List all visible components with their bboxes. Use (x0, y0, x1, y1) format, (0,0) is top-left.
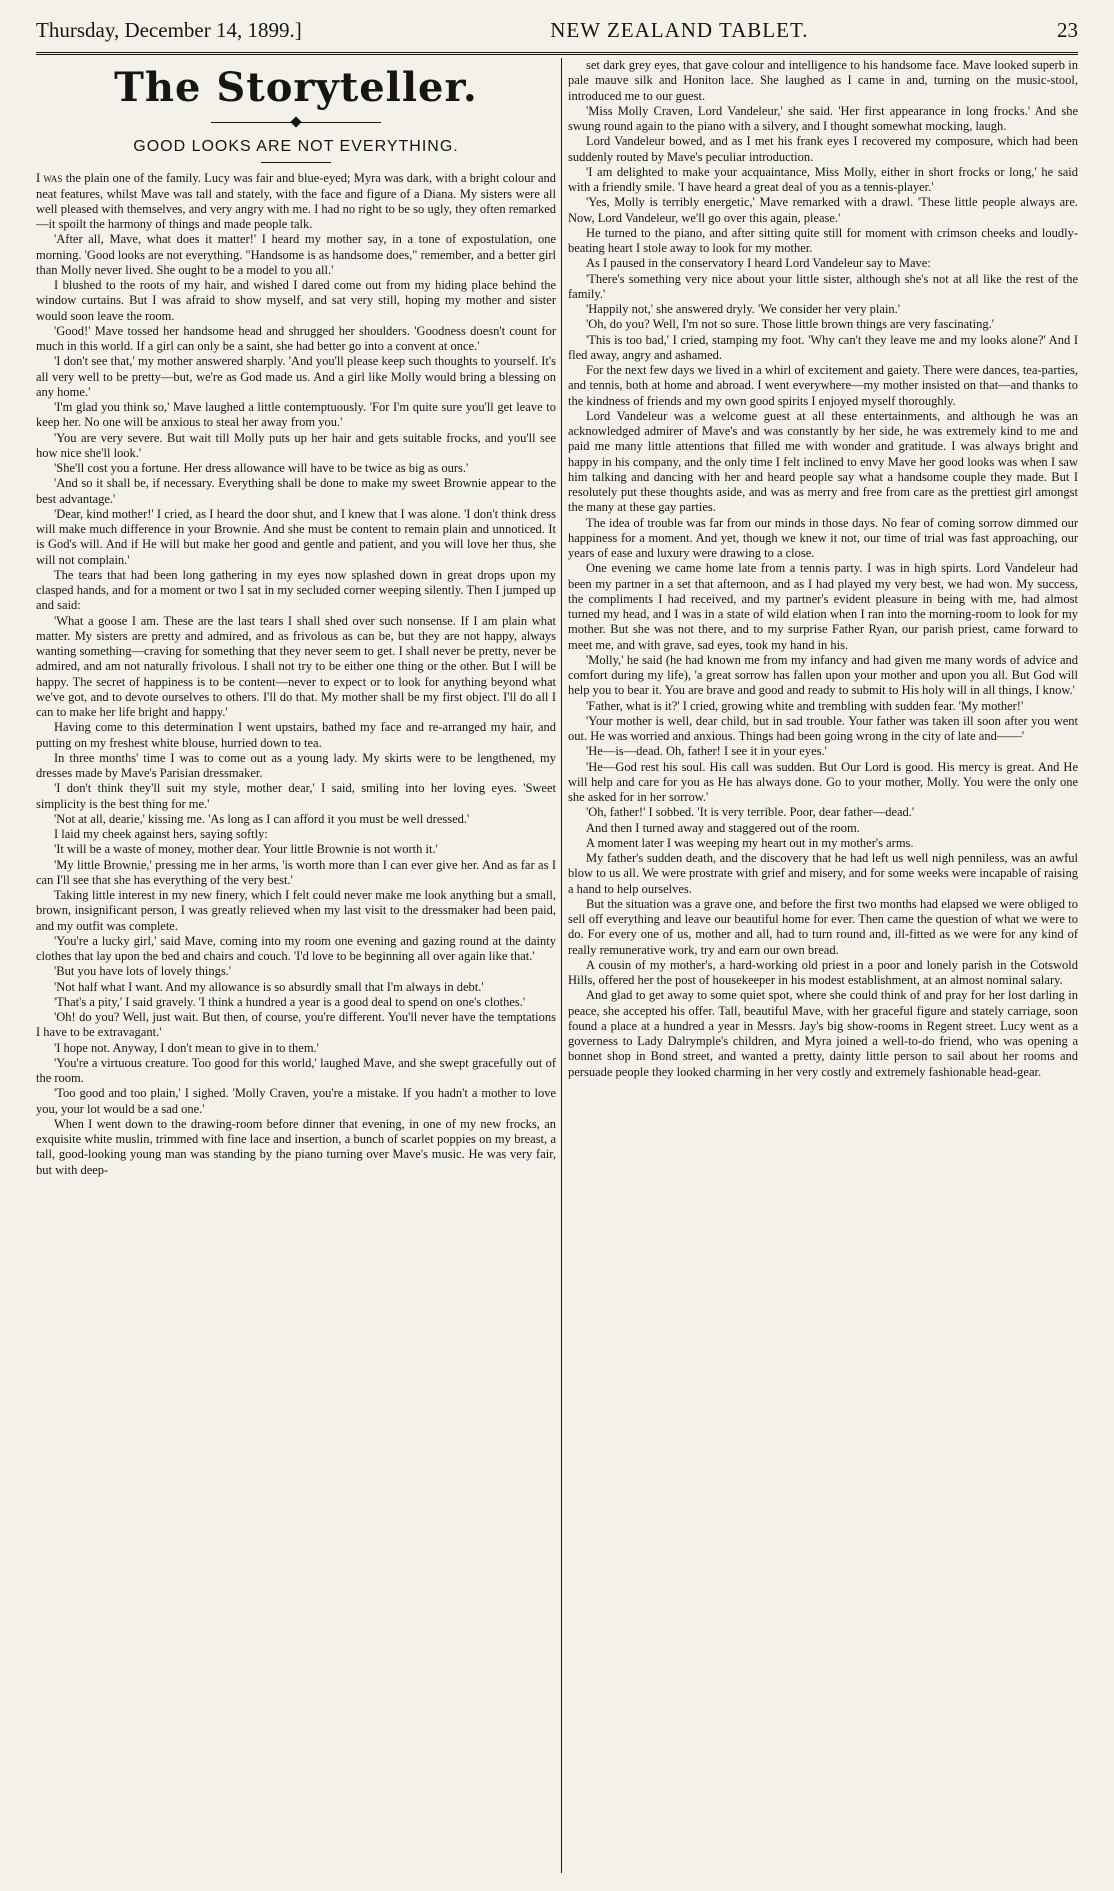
paragraph: 'You're a virtuous creature. Too good for this world,' laughed Mave, and she swept gracefully out of the room. (36, 1055, 556, 1086)
paragraph: 'My little Brownie,' pressing me in her arms, 'is worth more than I can ever give her. And as far as I can I'll see that she has everything of the very best.' (36, 857, 556, 887)
paragraph: 'He—is—dead. Oh, father! I see it in your eyes.' (586, 744, 827, 759)
paragraph: Having come to this determination I went upstairs, bathed my face and re-arranged my hair, and putting on my freshest white blouse, hurried down to tea. (36, 720, 556, 750)
paragraph: As I paused in the conservatory I heard Lord Vandeleur say to Mave: (586, 256, 931, 271)
paragraph: 'Yes, Molly is terribly energetic,' Mave remarked with a drawl. 'These little people always are. Now, Lord Vandeleur, we'll go over this again, please.' (568, 195, 1078, 225)
column-divider (561, 58, 562, 1873)
paragraph: 'Oh! do you? Well, just wait. But then, of course, you're different. You'll never have the temptations I have to be extravagant.' (36, 1010, 556, 1040)
paragraph: A moment later I was weeping my heart out in my mother's arms. (586, 835, 914, 850)
paragraph: One evening we came home late from a tennis party. I was in high spirts. Lord Vandeleur had been my partner in a set that afternoon, and as I had played my very best, we had won. My success, the compliments I had received, and my partner's evident pleasure in being with me, had almost turned my head, and I was in a state of wild elation when I ran into the morning-room to look for my mother. But she was not there, and to my surprise Father Ryan, our parish priest, came forward to meet me, and with grave, sad eyes, took my hand in his. (568, 561, 1078, 652)
paragraph: I was the plain one of the family. Lucy was fair and blue-eyed; Myra was dark, with a bright colour and neat features, whilst Mave was tall and stately, with the face and figure of a Diana. My sisters were all well pleased with themselves, and very angry with me. I had no right to be so ugly, they often remarked—it spoilt the harmony of things and made people talk. (36, 171, 556, 232)
paragraph: For the next few days we lived in a whirl of excitement and gaiety. There were dances, tea-parties, and tennis, both at home and abroad. I went everywhere—my mother insisted on that—and thanks to the kindness of friends and my own good spirits I enjoyed myself thoroughly. (568, 363, 1078, 408)
paragraph: Lord Vandeleur was a welcome guest at all these entertainments, and although he was an acknowledged admirer of Mave's and was constantly by her side, he was extremely kind to me and paid me many little attentions that filled me with wonder and gratitude. I was always bright and happy in his company, and the only time I felt inclined to envy Mave her good looks was when I saw him talking and dancing with her and heard people say what a handsome couple they made. But I resolutely put these thoughts aside, and was as merry and free from care as the prettiest girl amongst the many at these gay parties. (568, 408, 1078, 515)
paragraph: 'But you have lots of lovely things.' (54, 964, 232, 979)
paragraph: 'I don't think they'll suit my style, mother dear,' I said, smiling into her loving eyes. 'Sweet simplicity is the best thing for me.' (36, 781, 556, 811)
paragraph: 'Good!' Mave tossed her handsome head and shrugged her shoulders. 'Goodness doesn't count for much in this world. If a girl can only be a saint, she had better go into a convent at once.' (36, 323, 556, 354)
column-right (568, 58, 1078, 1873)
paragraph: 'Oh, father!' I sobbed. 'It is very terrible. Poor, dear father—dead.' (586, 805, 915, 820)
left-paragraphs (36, 171, 556, 1178)
paragraph: set dark grey eyes, that gave colour and intelligence to his handsome face. Mave looked superb in pale mauve silk and Honiton lace. She laughed as I came in and, turning on the music-stool, introduced me to our guest. (568, 58, 1078, 103)
paragraph: 'It will be a waste of money, mother dear. Your little Brownie is not worth it.' (54, 842, 438, 857)
paragraph: The idea of trouble was far from our minds in those days. No fear of coming sorrow dimmed our happiness for a moment. And yet, though we knew it not, our time of trial was fast approaching, our years of ease and luxury were drawing to a close. (568, 515, 1078, 560)
paragraph: 'This is too bad,' I cried, stamping my foot. 'Why can't they leave me and my looks alone?' And I fled away, angry and ashamed. (568, 332, 1078, 362)
paragraph: 'You are very severe. But wait till Molly puts up her hair and gets suitable frocks, and you'll see how nice she'll look.' (36, 430, 556, 460)
paragraph: I laid my cheek against hers, saying softly: (54, 827, 268, 842)
column-left (36, 58, 556, 1873)
header-rule (36, 52, 1078, 55)
paragraph: 'He—God rest his soul. His call was sudden. But Our Lord is good. His mercy is great. And He will help and care for you as He has always done. Go to your mother, Molly. You were the only one she asked for in her sorrow.' (568, 759, 1078, 804)
paragraph: 'Not half what I want. And my allowance is so absurdly small that I'm always in debt.' (54, 979, 484, 994)
paragraph: The tears that had been long gathering in my eyes now splashed down in great drops upon my clasped hands, and for a moment or two I sat in my secluded corner weeping silently. Then I jumped up and said: (36, 567, 556, 613)
header-title: NEW ZEALAND TABLET. (550, 17, 809, 42)
paragraph: 'What a goose I am. These are the last tears I shall shed over such nonsense. If I am plain what matter. My sisters are pretty and admired, and as frivolous as can be, but they are not happy, always wanting something—craving for something that they never seem to get. I shall never be pretty, never be admired, and am not naturally frivolous. I shall not try to be either one thing or the other. But I will be happy. The secret of happiness is to be content—never to expect or to look for anything beyond what we've got, and to devote ourselves to others. I'll do that. My mother shall be my first object. I'll do all I can to make her life bright and happy.' (36, 613, 556, 720)
paragraph: 'I'm glad you think so,' Mave laughed a little contemptuously. 'For I'm quite sure you'll get leave to keep her. No one will be anxious to steal her away from you.' (36, 400, 556, 430)
paragraph: He turned to the piano, and after sitting quite still for moment with crimson cheeks and loudly-beating heart I stole away to look for my mother. (568, 225, 1078, 255)
paragraph: And then I turned away and staggered out of the room. (586, 820, 860, 835)
paragraph: 'I don't see that,' my mother answered sharply. 'And you'll please keep such thoughts to yourself. It's all very well to be pretty—but, we're as God made us. And a girl like Molly would bring a blessing on any home.' (36, 354, 556, 399)
paragraph: I blushed to the roots of my hair, and wished I dared come out from my hiding place behind the window curtains. But I was afraid to show myself, and sat very still, hoping my mother and sister would soon leave the room. (36, 278, 556, 323)
masthead: The Storyteller. (114, 64, 478, 111)
paragraph: 'Dear, kind mother!' I cried, as I heard the door shut, and I knew that I was alone. 'I don't think dress will make much difference in your Brownie. And she must be content to remain plain and unnoticed. It is God's will. And if He will but make her good and gentle and patient, and you will love her thus, she will not complain.' (36, 506, 556, 567)
paragraph: 'There's something very nice about your little sister, although she's not at all like the rest of the family.' (568, 271, 1078, 301)
header-page-number: 23 (1057, 17, 1078, 42)
paragraph: 'Your mother is well, dear child, but in sad trouble. Your father was taken ill soon after you went out. He was worried and anxious. Things had been going wrong in the city of late and——' (568, 713, 1078, 743)
paragraph: 'I am delighted to make your acquaintance, Miss Molly, either in short frocks or long,' he said with a friendly smile. 'I have heard a great deal of you as a tennis-player.' (568, 164, 1078, 194)
paragraph: When I went down to the drawing-room before dinner that evening, in one of my new frocks, an exquisite white muslin, trimmed with fine lace and insertion, a bunch of scarlet poppies on my breast, a tall, good-looking young man was standing by the piano turning over Mave's music. He was very fair, but with deep- (36, 1116, 556, 1177)
paragraph: My father's sudden death, and the discovery that he had left us well nigh penniless, was an awful blow to us all. We were prostrate with grief and misery, and for some weeks were incapable of raising a hand to help ourselves. (568, 851, 1078, 896)
paragraph: Lord Vandeleur bowed, and as I met his frank eyes I recovered my composure, which had been suddenly routed by Mave's peculiar introduction. (568, 134, 1078, 164)
paragraph: 'Father, what is it?' I cried, growing white and trembling with sudden fear. 'My mother!' (586, 698, 1024, 713)
paragraph: 'That's a pity,' I said gravely. 'I think a hundred a year is a good deal to spend on one's clothes.' (54, 994, 526, 1009)
title-rule (261, 162, 331, 163)
paragraph: But the situation was a grave one, and before the first two months had elapsed we were obliged to sell off everything and leave our beautiful home for ever. Then came the question of what we were to do. For every one of us, mother and all, had to turn round and, ill-fitted as we were for any kind of really remunerative work, try and earn our own bread. (568, 896, 1078, 957)
paragraph: A cousin of my mother's, a hard-working old priest in a poor and lonely parish in the Cotswold Hills, offered her the post of housekeeper in his modest establishment, at an almost nominal salary. (568, 957, 1078, 987)
paragraph: 'Molly,' he said (he had known me from my infancy and had given me many words of advice and comfort during my life), 'a great sorrow has fallen upon your mother and upon you all. But God will help you to bear it. You are brave and good and ready to submit to His holy will in all things, I know.' (568, 652, 1078, 698)
paragraph: 'Happily not,' she answered dryly. 'We consider her very plain.' (586, 302, 901, 316)
story-title: GOOD LOOKS ARE NOT EVERYTHING. (133, 137, 459, 155)
masthead-ornament (211, 115, 381, 129)
paragraph: 'Miss Molly Craven, Lord Vandeleur,' she said. 'Her first appearance in long frocks.' And she swung round again to the piano with a silvery, and I thought somewhat mocking, laugh. (568, 103, 1078, 133)
paragraph: 'Not at all, dearie,' kissing me. 'As long as I can afford it you must be well dressed.' (54, 811, 470, 826)
header-date: Thursday, December 14, 1899.] (36, 17, 302, 42)
page-header (36, 10, 1078, 50)
paragraph: 'After all, Mave, what does it matter!' I heard my mother say, in a tone of expostulation, one morning. 'Good looks are not everything. "Handsome is as handsome does," remember, and a better girl than Molly never lived. She ought to be a model to you all.' (36, 232, 556, 277)
paragraph: 'She'll cost you a fortune. Her dress allowance will have to be twice as big as ours.' (54, 461, 469, 476)
first-word: I was (36, 171, 63, 186)
paragraph: 'Too good and too plain,' I sighed. 'Molly Craven, you're a mistake. If you hadn't a mother to love you, your lot would be a sad one.' (36, 1086, 556, 1116)
paragraph: In three months' time I was to come out as a young lady. My skirts were to be lengthened, my dresses made by Mave's Parisian dressmaker. (36, 750, 556, 781)
paragraph: Taking little interest in my new finery, which I felt could never make me look anything but a small, brown, insignificant person, I was greatly relieved when my last visit to the dressmaker had been paid, and my outfit was complete. (36, 888, 556, 933)
paragraph: 'I hope not. Anyway, I don't mean to give in to them.' (54, 1040, 319, 1055)
paragraph: 'And so it shall be, if necessary. Everything shall be done to make my sweet Brownie appear to the best advantage.' (36, 476, 556, 506)
paragraph: 'Oh, do you? Well, I'm not so sure. Those little brown things are very fascinating.' (586, 317, 994, 332)
paragraph: And glad to get away to some quiet spot, where she could think of and pray for her lost darling in peace, she accepted his offer. Tall, beautiful Mave, with her graceful figure and stately carriage, soon found a place at a hundred a year in Messrs. Jay's big show-rooms in Regent street. Lucy went as a governess to Lady Dalrymple's children, and Myra joined a well-to-do friend, who was opening a bonnet shop in Bond street, and wanted a pretty, dainty little person to sail about her rooms and persuade people they looked charming in her very costly and extremely fashionable head-gear. (568, 988, 1078, 1079)
paragraph: 'You're a lucky girl,' said Mave, coming into my room one evening and gazing round at the dainty clothes that lay upon the bed and chairs and couch. 'I'd love to be beginning all over again like that.' (36, 933, 556, 964)
right-paragraphs (568, 58, 1078, 1080)
